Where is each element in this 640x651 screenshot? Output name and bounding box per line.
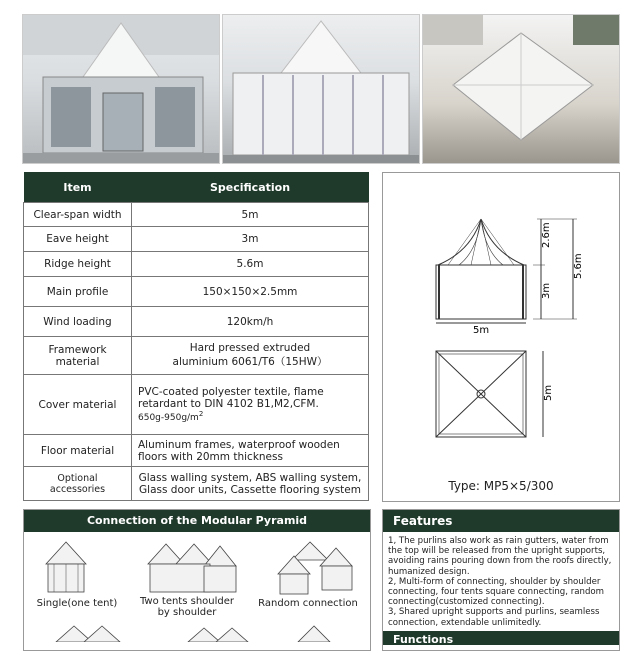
row-spec: Hard pressed extruded aluminium 6061/T6（15HW） <box>132 337 369 375</box>
row-spec: Glass walling system, ABS walling system, Glass door units, Cassette flooring system <box>132 467 369 501</box>
dim-width: 5m <box>473 325 490 336</box>
pyramid-tent-glass-doors-photo <box>22 14 220 164</box>
dim-top: 2.6m <box>541 222 552 248</box>
features-text <box>383 532 619 628</box>
row-spec: 5m <box>132 203 369 227</box>
pyramid-tent-panel-walls-photo <box>222 14 420 164</box>
table-row <box>24 375 369 435</box>
table-row <box>24 277 369 307</box>
connection-shoulder: Two tents shoulder by shoulder <box>139 596 235 618</box>
connection-random: Random connection <box>258 598 358 609</box>
feature-2: 2, Multi-form of connecting, shoulder by shoulder connecting, four tents square connecting, random connecting(customized connecting). <box>388 576 605 608</box>
table-row <box>24 227 369 252</box>
features-title: Features <box>383 510 619 532</box>
features-panel <box>382 509 620 651</box>
row-item: Wind loading <box>24 307 132 337</box>
tent-elevation-plan-drawing <box>383 173 619 473</box>
row-item: Framework material <box>24 337 132 375</box>
pyramid-tent-top-view-photo <box>422 14 620 164</box>
connection-diagrams-more <box>24 622 370 642</box>
row-spec: PVC-coated polyester textile, flame retardant to DIN 4102 B1,M2,CFM. $650g-950g/m^2$ <box>132 375 369 435</box>
row-item: Cover material <box>24 375 132 435</box>
row-item: Ridge height <box>24 252 132 277</box>
connection-panel <box>23 509 371 651</box>
col-item: Item <box>24 172 132 203</box>
row-item: Main profile <box>24 277 132 307</box>
connection-single: Single(one tent) <box>36 598 118 609</box>
functions-title: Functions <box>383 631 619 645</box>
table-row <box>24 307 369 337</box>
table-row <box>24 467 369 501</box>
row-spec: 5.6m <box>132 252 369 277</box>
feature-3: 3, Shared upright supports and purlins, seamless connection, extendable unlimitedly. <box>388 607 600 628</box>
row-spec: Aluminum frames, waterproof wooden floors with 20mm thickness <box>132 435 369 467</box>
dim-total: 5.6m <box>573 253 584 279</box>
col-specification: Specification <box>132 172 369 203</box>
spec-table <box>23 172 369 501</box>
spec-table-header <box>24 172 369 203</box>
row-item: Optional accessories <box>24 467 132 501</box>
row-spec: 150×150×2.5mm <box>132 277 369 307</box>
row-item: Eave height <box>24 227 132 252</box>
type-label: Type: MP5×5/300 <box>448 479 554 493</box>
table-row <box>24 337 369 375</box>
row-item: Clear-span width <box>24 203 132 227</box>
row-spec: 3m <box>132 227 369 252</box>
connection-title: Connection of the Modular Pyramid <box>24 510 370 532</box>
table-row <box>24 435 369 467</box>
feature-1: 1, The purlins also work as rain gutters, water from the top will be released from the upright supports, avoiding rains pouring down from the roofs directly, humanized design. <box>388 536 612 577</box>
technical-drawing <box>382 172 620 502</box>
table-row <box>24 203 369 227</box>
dim-eave: 3m <box>541 282 552 299</box>
dim-plan: 5m <box>543 384 554 401</box>
row-item: Floor material <box>24 435 132 467</box>
table-row <box>24 252 369 277</box>
row-spec: 120km/h <box>132 307 369 337</box>
